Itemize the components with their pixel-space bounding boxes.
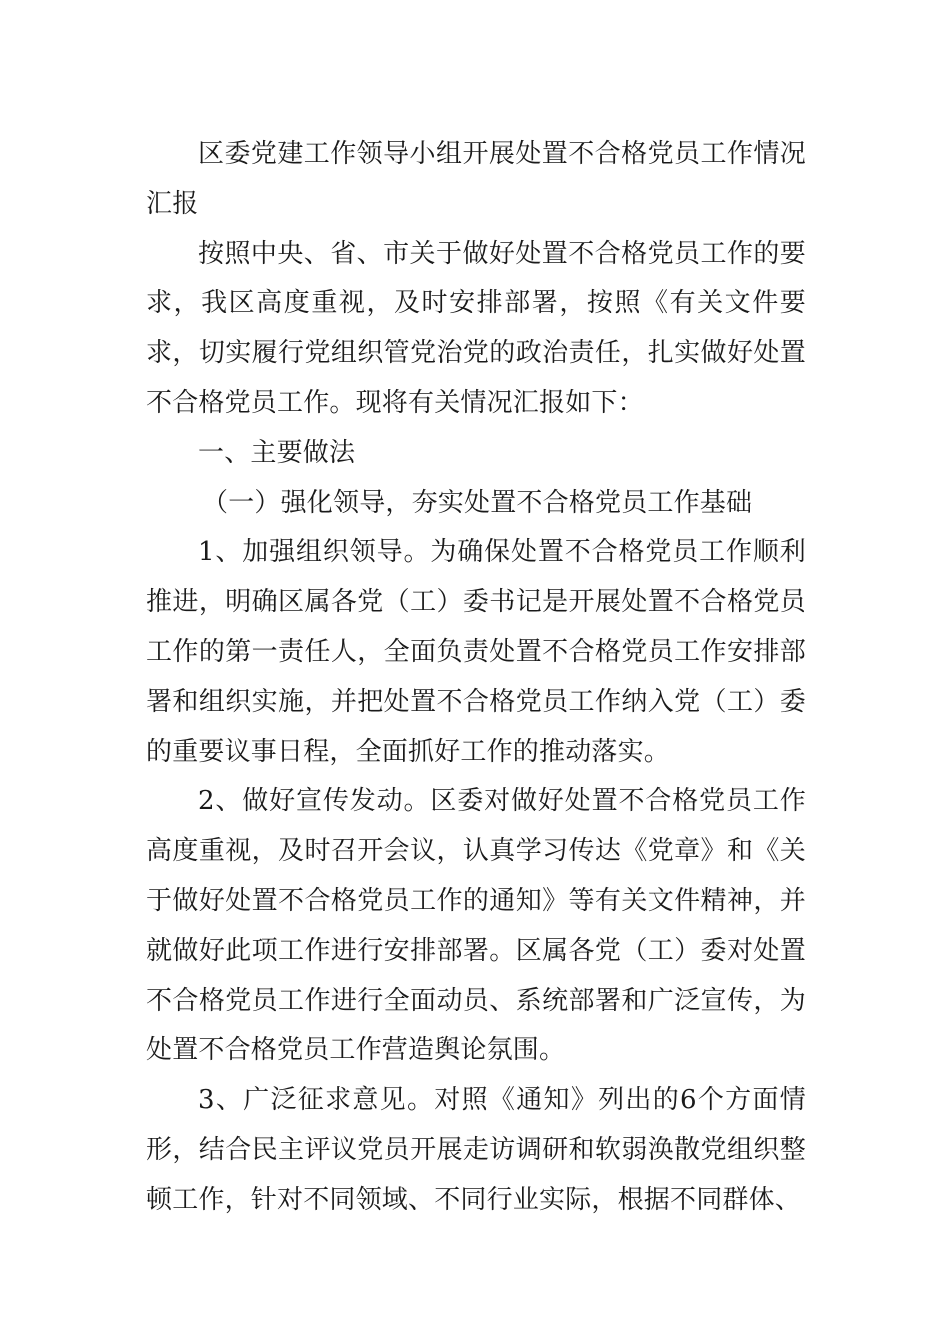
item-paragraph-1: 1、加强组织领导。为确保处置不合格党员工作顺利推进，明确区属各党（工）委书记是开展处置不合格党员工作的第一责任人，全面负责处置不合格党员工作安排部署和组织实施，并把处置不合格党员工作纳入党（工）委的重要议事日程，全面抓好工作的推动落实。 bbox=[146, 537, 806, 767]
item-paragraph-2: 2、做好宣传发动。区委对做好处置不合格党员工作高度重视，及时召开会议，认真学习传达《党章》和《关于做好处置不合格党员工作的通知》等有关文件精神，并就做好此项工作进行安排部署。区属各党（工）委对处置不合格党员工作进行全面动员、系统部署和广泛宣传，为处置不合格党员工作营造舆论氛围。 bbox=[146, 786, 806, 1066]
intro-paragraph: 按照中央、省、市关于做好处置不合格党员工作的要求，我区高度重视，及时安排部署，按照《有关文件要求，切实履行党组织管党治党的政治责任，扎实做好处置不合格党员工作。现将有关情况汇报如下： bbox=[146, 238, 806, 418]
document-body bbox=[146, 130, 806, 1226]
document-title: 区委党建工作领导小组开展处置不合格党员工作情况汇报 bbox=[146, 139, 806, 219]
subsection-heading: （一）强化领导，夯实处置不合格党员工作基础 bbox=[202, 487, 753, 518]
section-heading: 一、主要做法 bbox=[198, 437, 356, 468]
item-paragraph-3: 3、广泛征求意见。对照《通知》列出的6个方面情形，结合民主评议党员开展走访调研和软弱涣散党组织整顿工作，针对不同领域、不同行业实际，根据不同群体、 bbox=[146, 1085, 806, 1215]
